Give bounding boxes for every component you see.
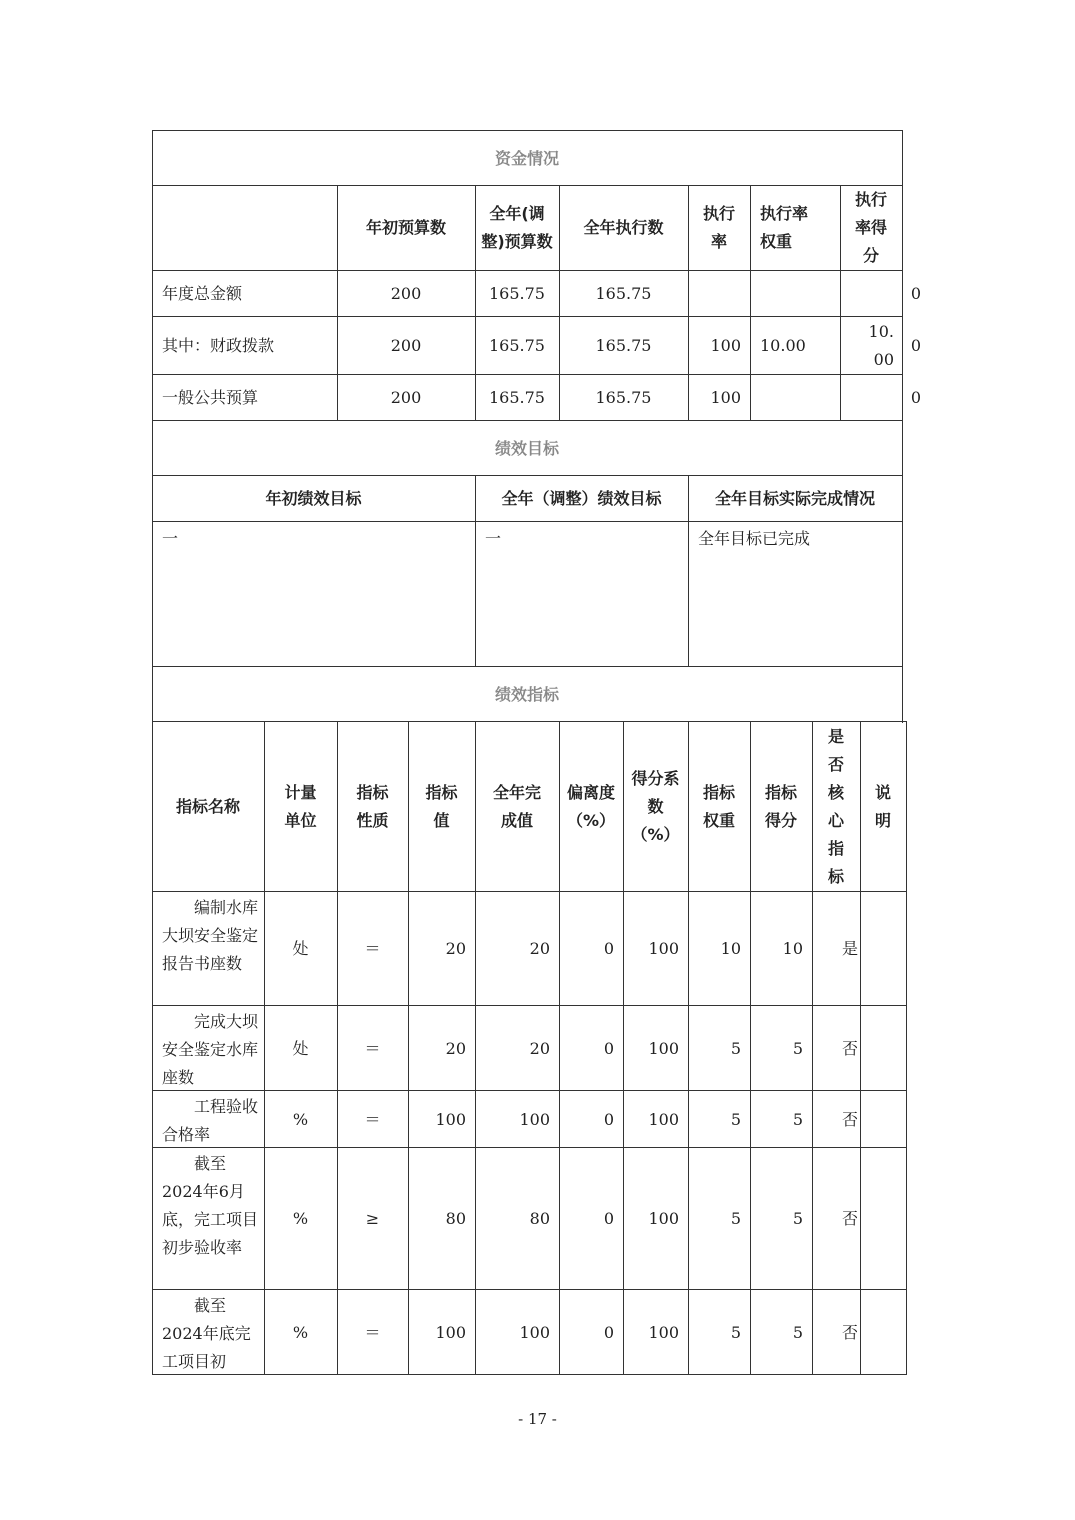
indicator-unit: %	[292, 1109, 309, 1129]
grid-line	[475, 185, 476, 421]
indicator-nature: ＝	[364, 1322, 381, 1342]
grid-line	[812, 721, 813, 1375]
funds-header-executed: 全年执行数	[583, 218, 664, 237]
indicator-deviation: 0	[603, 1038, 614, 1058]
funds-row-weight	[750, 271, 840, 317]
indicator-coef: 100	[648, 1109, 679, 1129]
indicator-coef: 100	[648, 1038, 679, 1058]
ind-header-score: 指标得分	[764, 783, 797, 830]
indicator-actual: 100	[519, 1322, 550, 1342]
indicator-unit: %	[292, 1322, 309, 1342]
indicator-actual: 80	[529, 1209, 550, 1228]
indicator-note	[860, 892, 906, 1006]
grid-line	[152, 666, 903, 667]
funds-row-score: 10.00	[868, 322, 894, 369]
grid-line	[475, 721, 476, 1375]
grid-line	[688, 185, 689, 421]
grid-line	[559, 185, 560, 421]
grid-line	[408, 721, 409, 1375]
funds-row-score	[840, 271, 902, 317]
funds-row-adjusted: 165.75	[489, 284, 545, 303]
grid-line	[906, 721, 907, 1375]
indicator-name: 工程验收合格率	[162, 1097, 259, 1144]
grid-line	[152, 270, 903, 271]
grid-line	[152, 521, 903, 522]
grid-line	[152, 185, 903, 186]
indicator-deviation: 0	[603, 1109, 614, 1129]
grid-line	[840, 185, 841, 421]
indicator-deviation: 0	[603, 1322, 614, 1342]
indicator-name: 截至2024年6月底，完工项目初步验收率	[162, 1154, 259, 1257]
funds-row-executed: 165.75	[595, 284, 652, 303]
indicator-actual: 100	[519, 1109, 550, 1129]
grid-line	[623, 721, 624, 1375]
funds-row-label: 一般公共预算	[162, 387, 259, 407]
indicator-nature: ≥	[365, 1209, 380, 1228]
indicator-core: 是	[841, 939, 858, 958]
funds-row-rate	[688, 271, 750, 317]
indicator-coef: 100	[648, 1322, 679, 1342]
grid-line	[860, 721, 861, 1375]
grid-line	[152, 891, 907, 892]
grid-line	[152, 475, 903, 476]
grid-line	[152, 374, 903, 375]
ind-header-core: 是否核心指标	[827, 727, 844, 886]
grid-line	[902, 130, 903, 723]
grid-line	[688, 475, 689, 667]
indicator-weight: 5	[730, 1038, 741, 1058]
grid-line	[152, 721, 907, 722]
grid-line	[152, 1147, 907, 1148]
ind-header-unit: 计量单位	[284, 783, 317, 830]
ind-header-target: 指标值	[425, 783, 458, 830]
indicator-target: 20	[445, 1038, 466, 1058]
indicator-note	[860, 1006, 906, 1091]
goals-header-actual: 全年目标实际完成情况	[714, 489, 875, 508]
indicator-weight: 10	[720, 939, 741, 958]
indicator-coef: 100	[648, 939, 679, 958]
grid-line	[152, 420, 903, 421]
funds-row-adjusted: 165.75	[489, 336, 545, 355]
indicator-score: 5	[792, 1038, 803, 1058]
funds-row-executed: 165.75	[595, 387, 652, 407]
indicator-coef: 100	[648, 1209, 679, 1228]
indicator-score: 5	[792, 1209, 803, 1228]
ind-header-actual: 全年完成值	[492, 783, 541, 830]
indicator-name: 完成大坝安全鉴定水库座数	[162, 1012, 259, 1087]
goals-section-title: 绩效目标	[494, 438, 559, 458]
funds-header-score: 执行率得分	[854, 190, 887, 265]
ind-header-note: 说明	[874, 783, 891, 830]
ind-header-coef: 得分系数（%）	[631, 769, 680, 844]
indicator-score: 10	[782, 939, 803, 958]
indicator-weight: 5	[730, 1209, 741, 1228]
indicator-note	[860, 1091, 906, 1148]
indicator-name: 编制水库大坝安全鉴定报告书座数	[162, 898, 259, 973]
indicator-note	[860, 1148, 906, 1290]
ind-header-name: 指标名称	[175, 797, 240, 816]
indicator-core: 否	[841, 1038, 858, 1058]
indicator-core: 否	[841, 1209, 858, 1228]
grid-line	[750, 721, 751, 1375]
grid-line	[337, 721, 338, 1375]
indicator-actual: 20	[529, 1038, 550, 1058]
grid-line	[337, 185, 338, 421]
indicator-nature: ＝	[364, 1109, 381, 1129]
grid-line	[750, 185, 751, 421]
goals-adjusted-value: 一	[485, 529, 502, 548]
ind-header-weight: 指标权重	[702, 783, 735, 830]
indicator-target: 100	[435, 1322, 466, 1342]
indicator-core: 否	[841, 1322, 858, 1342]
indicator-name: 截至2024年底完工项目初	[162, 1296, 251, 1371]
funds-row-label: 年度总金额	[162, 284, 243, 303]
indicator-core: 否	[841, 1109, 858, 1129]
funds-header-weight: 执行率权重	[760, 204, 809, 251]
funds-row-budget: 200	[390, 284, 422, 303]
grid-line	[152, 1090, 907, 1091]
grid-line	[688, 721, 689, 1375]
indicator-target: 100	[435, 1109, 466, 1129]
grid-line	[559, 721, 560, 1375]
funds-row-budget: 200	[390, 387, 422, 407]
funds-header-rate: 执行率	[702, 204, 735, 251]
page-number: - 17 -	[518, 1410, 557, 1428]
funds-row-overflow: 0	[910, 387, 922, 407]
indicator-weight: 5	[730, 1109, 741, 1129]
funds-section-title: 资金情况	[494, 148, 559, 168]
funds-row-rate: 100	[710, 336, 741, 355]
funds-row-budget: 200	[390, 336, 422, 355]
funds-header-budget: 年初预算数	[365, 218, 446, 237]
goals-header-adjusted: 全年（调整）绩效目标	[501, 489, 662, 508]
indicator-score: 5	[792, 1109, 803, 1129]
funds-row-label: 其中：财政拨款	[162, 336, 275, 355]
indicator-nature: ＝	[364, 1038, 381, 1058]
indicator-unit: 处	[292, 939, 309, 958]
indicator-actual: 20	[529, 939, 550, 958]
funds-header-adjusted: 全年(调整)预算数	[481, 204, 553, 251]
funds-row-rate: 100	[710, 387, 741, 407]
funds-row-overflow: 0	[910, 336, 922, 355]
ind-header-nature: 指标性质	[356, 783, 389, 830]
funds-row-weight: 10.00	[760, 336, 806, 355]
grid-line	[152, 130, 903, 131]
ind-header-deviation: 偏离度（%）	[566, 783, 616, 830]
indicator-deviation: 0	[603, 1209, 614, 1228]
goals-initial-value: 一	[162, 529, 179, 548]
funds-row-score	[840, 375, 902, 420]
indicator-target: 80	[445, 1209, 466, 1228]
funds-row-executed: 165.75	[595, 336, 652, 355]
grid-line	[264, 721, 265, 1375]
grid-line	[152, 316, 903, 317]
goals-actual-value: 全年目标已完成	[698, 529, 811, 548]
goals-header-initial: 年初绩效目标	[265, 489, 362, 508]
indicator-unit: 处	[292, 1038, 309, 1058]
indicator-note	[860, 1290, 906, 1375]
indicator-unit: %	[292, 1209, 309, 1228]
indicator-target: 20	[445, 939, 466, 958]
funds-row-adjusted: 165.75	[489, 387, 545, 407]
indicator-score: 5	[792, 1322, 803, 1342]
grid-line	[152, 1289, 907, 1290]
grid-line	[152, 1374, 907, 1375]
grid-line	[152, 1005, 907, 1006]
funds-row-overflow: 0	[910, 284, 922, 303]
grid-line	[475, 475, 476, 667]
indicators-section-title: 绩效指标	[494, 684, 559, 704]
funds-row-weight	[750, 375, 840, 420]
indicator-weight: 5	[730, 1322, 741, 1342]
indicator-nature: ＝	[364, 939, 381, 958]
indicator-deviation: 0	[603, 939, 614, 958]
